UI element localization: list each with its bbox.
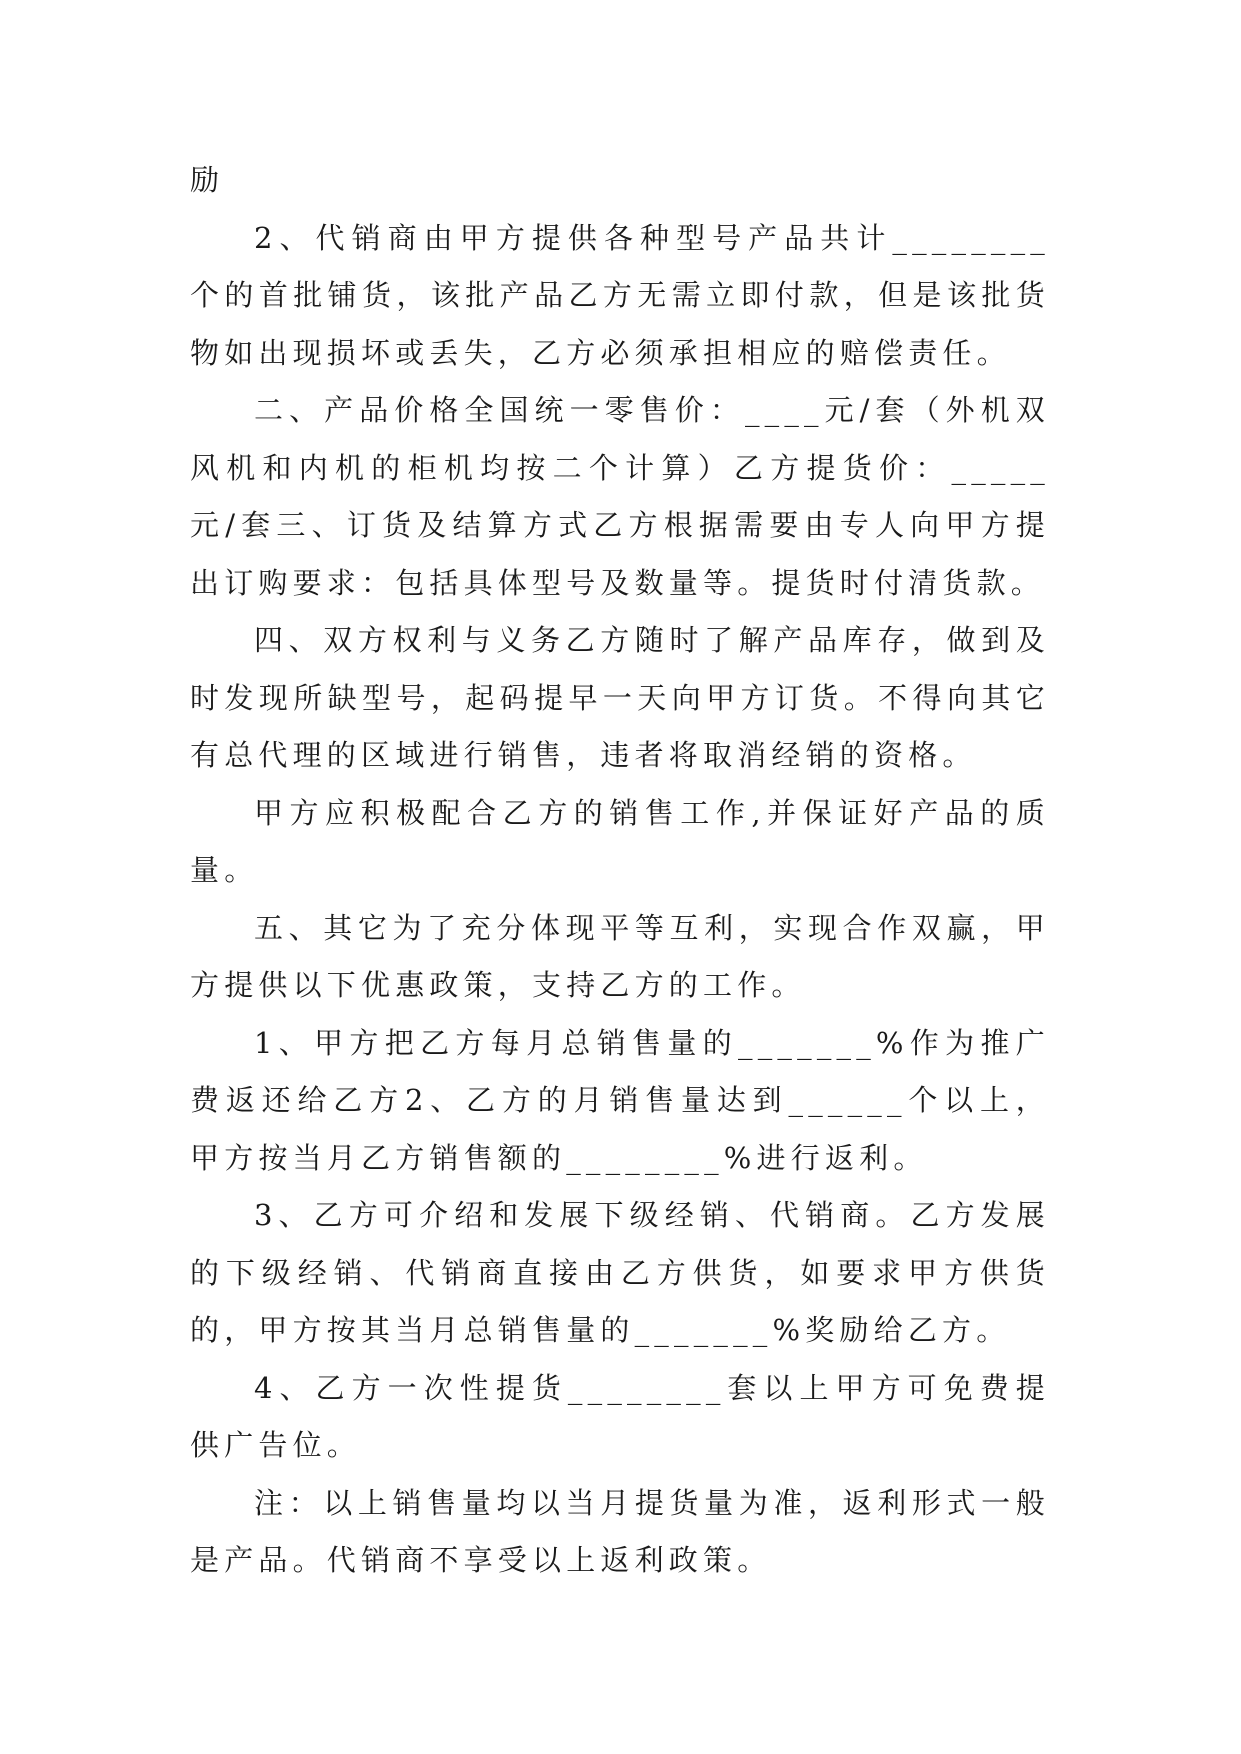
paragraph-continuation: 励 xyxy=(190,163,225,197)
paragraph-rebate-clause-3: 3、乙方可介绍和发展下级经销、代销商。乙方发展的下级经销、代销商直接由乙方供货，如要求甲方供货的，甲方按其当月总销售量的_______%奖励给乙方。 xyxy=(190,1198,1050,1347)
document-body xyxy=(190,152,1050,1590)
paragraph-product-price: 二、产品价格全国统一零售价：____元/套（外机双风机和内机的柜机均按二个计算）乙方提货价：_____元/套三、订货及结算方式乙方根据需要由专人向甲方提出订购要求：包括具体型号及数量等。提货时付清货款。 xyxy=(190,393,1050,600)
paragraph-rebate-clause-4: 4、乙方一次性提货________套以上甲方可免费提供广告位。 xyxy=(190,1370,1050,1462)
paragraph-first-batch-stock: 2、代销商由甲方提供各种型号产品共计________个的首批铺货，该批产品乙方无需立即付款，但是该批货物如出现损坏或丢失，乙方必须承担相应的赔偿责任。 xyxy=(190,220,1050,370)
paragraph-other-policies: 五、其它为了充分体现平等互利，实现合作双赢，甲方提供以下优惠政策，支持乙方的工作。 xyxy=(190,910,1050,1002)
paragraph-note: 注：以上销售量均以当月提货量为准，返利形式一般是产品。代销商不享受以上返利政策。 xyxy=(190,1485,1050,1577)
paragraph-rights-obligations: 四、双方权利与义务乙方随时了解产品库存，做到及时发现所缺型号，起码提早一天向甲方订货。不得向其它有总代理的区域进行销售，违者将取消经销的资格。 xyxy=(190,623,1050,772)
paragraph-rebate-clause-1-2: 1、甲方把乙方每月总销售量的_______%作为推广费返还给乙方2、乙方的月销售量达到______个以上，甲方按当月乙方销售额的________%进行返利。 xyxy=(190,1025,1050,1175)
paragraph-party-a-duty: 甲方应积极配合乙方的销售工作,并保证好产品的质量。 xyxy=(190,795,1050,887)
